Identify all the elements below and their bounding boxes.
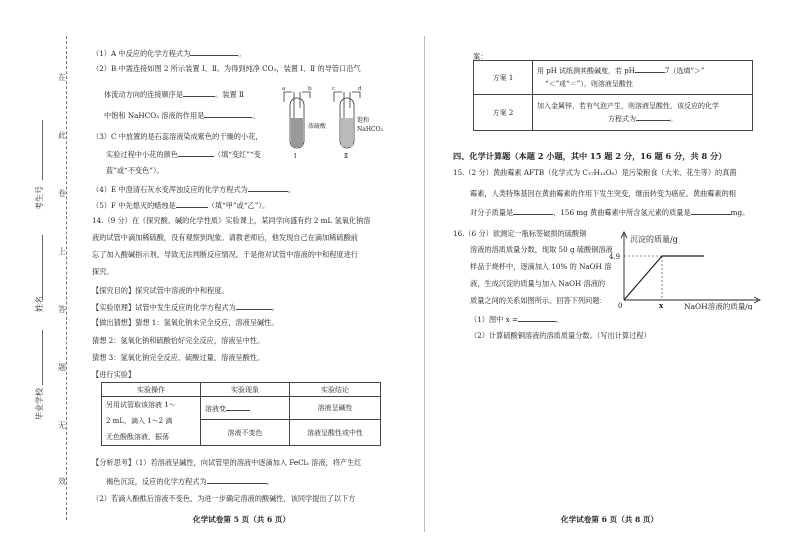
q16-line-1: 16.（6 分）欲测定一瓶标签破损的硫酸铜 [453,229,587,238]
name-field[interactable] [42,235,43,300]
q16-line-5: 质量之间的关系如图所示。回答下列问题： [470,296,607,305]
plan-2-label: 方案 2 [474,95,533,131]
q16-line-2: 溶液的溶质质量分数，现取 50 g 硫酸铜溶液 [470,245,613,254]
q14-analysis-2: （2）若滴入酚酞后溶液不变色，为进一步确定溶液的酸碱性，该同学提出了以下方 [92,494,356,503]
port-label-d: d [358,86,362,92]
seal-char: 卷 [58,189,66,198]
section-title: 四、化学计算题（本题 2 小题，其中 15 题 2 分，16 题 6 分，共 8 分） [453,151,727,161]
q13-part5: （5）F 中先熄灭的蜡烛是 （填“甲”或“乙”）。 [92,201,270,210]
reagent-left: 浓硫酸 [308,123,327,130]
plan-table [473,60,753,131]
operation-line: 另用试管取该溶液 1～ [106,401,176,409]
q15-line-3: 对分子质量是 ，156 mg 黄曲霉素中所含氢元素的质量是 mg。 [470,208,750,217]
q13-part3: （3）C 中放置的是石蕊溶液染成紫色的干燥的小花， [92,132,263,141]
q13-part3-cont: 实验过程中小花的颜色 （填“变红”“变 [106,150,261,159]
graph-x-label: NaOH溶液的质量/g [684,302,753,310]
right-page-footer: 化学试卷第 6 页（共 8 页） [561,515,659,524]
q16-line-3: 样品于烧杯中，逐滴加入 10% 的 NaOH 溶 [470,262,612,271]
q15-line-1: 15.（2 分）黄曲霉素 AFTB（化学式为 C₁₇H₁₂O₆）是污染粮食（大米、花生等）的真菌 [453,168,737,177]
school-label: 毕业学校 [35,388,44,420]
plan-1-content: 用 pH 试纸测其酸碱度，若 pH 7（选填“＞” “＜”或“＝”），则溶液呈酸性 [533,61,753,95]
liquid-fill [341,118,353,147]
gas-washing-figure [280,84,388,160]
phenomenon-cell: 溶液变 [201,397,290,420]
apparatus-I-label: Ⅰ [294,153,297,160]
q16-part1: （1）图中 x = 。 [470,315,564,324]
apparatus-II-label: Ⅱ [344,153,349,160]
name-label: 姓名 [35,296,44,312]
experiment-table [101,382,381,446]
plan-1-label: 方案 1 [474,61,533,95]
graph-y-label: 沉淀的质量/g [630,235,678,244]
operation-line: 无色酚酞溶液，振荡 [106,433,169,441]
q13-part2: （2）B 中需连接如图 2 所示装置 Ⅰ、Ⅱ。为得到纯净 CO₂，装置 Ⅰ、Ⅱ 的导管口沿气 [92,64,361,73]
q13-part4: （4）E 中澄清石灰水变浑浊反应的化学方程式为 。 [92,185,296,194]
q16-part2: （2）计算硫酸铜溶液的溶质质量分数。（写出计算过程） [470,331,651,340]
conclusion-cell: 溶液呈酸性或中性 [290,420,381,446]
graph-y-value: 4.9 [609,253,621,261]
liquid-fill [291,118,303,147]
q13-part3-cont2: 蓝”或“不变色”）。 [106,166,164,175]
phenomenon-cell: 溶液不变色 [201,420,290,446]
precipitate-graph [608,228,774,310]
q14-stem-3: 忘了加入酸碱指示剂，导致无法判断反应情况。于是他对试管中溶液的中和程度进行 [92,250,358,259]
seal-char: 题 [58,363,66,372]
q14-analysis-1: 【分析思考】（1）若溶液呈碱性，向试管里的溶液中逐滴加入 FeCl₃ 溶液，将产生红 [92,458,362,467]
seal-char: 答 [58,305,66,314]
q13-part2-purpose: 中饱和 NaHCO₃ 溶液的作用是 。 [104,111,260,120]
seal-char: 无 [58,421,66,430]
q14-principle: 【实验原理】试管中发生反应的化学方程式为 。 [92,303,279,312]
q14-experiment-heading: 【进行实验】 [92,370,136,379]
q13-part1: （1）A 中反应的化学方程式为 。 [92,49,246,58]
seal-dashed-line [66,36,67,520]
q14-hypothesis-3: 猜想 3：氢氧化钠完全反应、硫酸过量，溶液呈酸性。 [92,353,265,362]
table-header: 实验现象 [201,383,290,397]
left-page-footer: 化学试卷第 5 页（共 6 页） [193,515,291,524]
plan-2-content: 加入金属锌，若有气泡产生，则溶液呈酸性，该反应的化学 方程式为 。 [533,95,753,131]
reagent-right-1: 饱和 [357,117,370,124]
reagent-right-2: NaHCO₃ [357,126,383,133]
q14-hypothesis-2: 猜想 2：氢氧化钠和硫酸恰好完全反应，溶液呈中性。 [92,336,265,345]
table-header: 实验操作 [102,383,201,397]
q14-analysis-1-cont: 褐色沉淀，反应的化学方程式为 。 [106,477,274,486]
port-label-b: b [308,86,312,92]
exam-number-field[interactable] [42,120,43,180]
conclusion-cell: 溶液呈碱性 [290,397,381,420]
seal-char: 此 [58,131,66,140]
port-label-c: c [332,86,336,92]
plan-lead: 案： [473,52,488,61]
seal-char: 效 [58,477,66,486]
q16-line-4: 液，生成沉淀的质量与加入 NaOH 溶液的 [470,279,606,288]
school-field[interactable] [42,330,43,385]
page-divider [424,36,425,532]
seal-char: 在 [58,73,66,82]
q14-goal: 【探究目的】探究试管中溶液的中和程度。 [92,286,229,295]
port-label-a: a [282,86,286,92]
plan-2-content-line: 加入金属锌，若有气泡产生，则溶液呈酸性，该反应的化学 [537,101,719,110]
rising-segment [624,256,662,300]
q14-hypothesis-1: 【做出猜想】猜想 1：氢氧化钠未完全反应，溶液呈碱性。 [92,318,279,327]
graph-origin: 0 [618,302,623,310]
seal-char: 上 [58,247,66,256]
q14-stem-4: 探究。 [92,267,114,276]
graph-x-mark: x [659,301,664,310]
operation-line: 2 mL，滴入 1～2 滴 [106,417,173,425]
operation-cell [102,397,201,446]
q14-stem-2: 液的试管中滴加稀硫酸，没有观察到现象。请教老师后，他发现自己在滴加稀硫酸前 [92,233,358,242]
plan-1-content-line: “＜”或“＝”），则溶液呈酸性 [545,79,633,88]
q14-stem-1: 14.（9 分）在《探究酸、碱的化学性质》实验课上，某同学向盛有约 2 mL 氢氧化钠溶 [92,216,371,225]
q13-part2-cont: 体流动方向的连接顺序是 。装置 Ⅱ [104,90,244,99]
table-header: 实验结论 [290,383,381,397]
q15-line-2: 霉素，人类特殊基因在黄曲霉素的作用下发生突变，继而转变为癌症。黄曲霉素的相 [470,189,736,198]
exam-number-label: 考生号 [35,186,44,210]
